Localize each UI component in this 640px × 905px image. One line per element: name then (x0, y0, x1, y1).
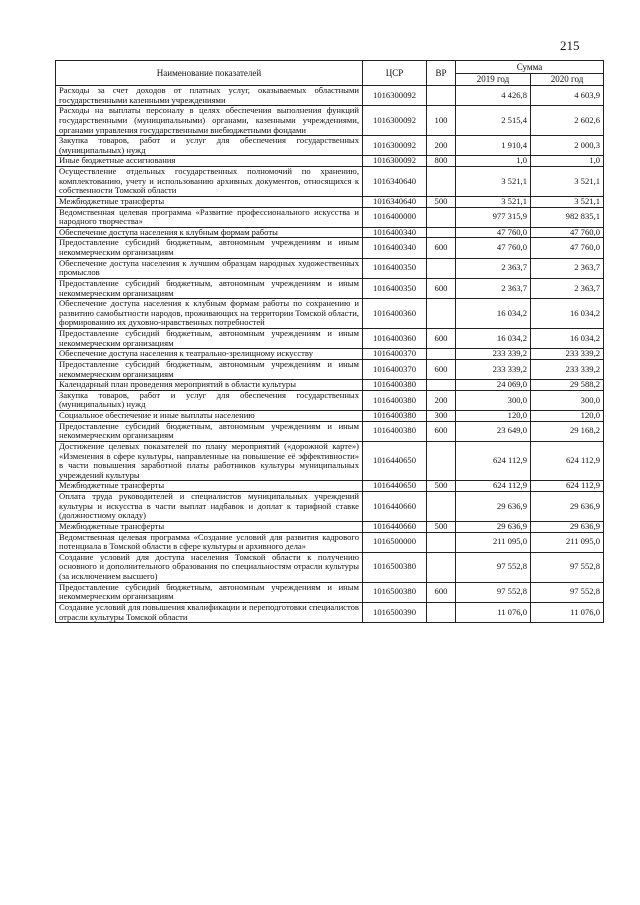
row-csr: 1016400360 (363, 299, 427, 329)
row-vr (427, 258, 456, 278)
table-body (56, 86, 604, 623)
page-number: 215 (560, 38, 580, 53)
row-csr: 1016400380 (363, 421, 427, 441)
row-sum-2020: 982 835,1 (531, 207, 604, 227)
table-row (56, 86, 604, 106)
table-row (56, 329, 604, 349)
row-sum-2020: 11 076,0 (531, 602, 604, 622)
row-vr (427, 532, 456, 552)
table-row (56, 521, 604, 532)
row-sum-2020: 2 000,3 (531, 136, 604, 156)
row-sum-2020: 2 363,7 (531, 278, 604, 298)
row-name: Предоставление субсидий бюджетным, автономным учреждениям и иным некоммерческим организациям (56, 329, 363, 349)
row-name: Закупка товаров, работ и услуг для обеспечения государственных (муниципальных) нужд (56, 136, 363, 156)
row-vr: 600 (427, 238, 456, 258)
row-name: Предоставление субсидий бюджетным, автономным учреждениям и иным некоммерческим организациям (56, 278, 363, 298)
table-row (56, 278, 604, 298)
row-vr: 100 (427, 106, 456, 136)
row-sum-2019: 3 521,1 (456, 167, 531, 197)
table-row (56, 481, 604, 492)
row-name: Календарный план проведения мероприятий в области культуры (56, 380, 363, 391)
row-vr (427, 207, 456, 227)
row-sum-2020: 47 760,0 (531, 238, 604, 258)
row-csr: 1016500380 (363, 582, 427, 602)
row-vr: 600 (427, 421, 456, 441)
row-vr (427, 441, 456, 481)
row-sum-2020: 3 521,1 (531, 196, 604, 207)
row-csr: 1016400380 (363, 411, 427, 422)
row-vr: 600 (427, 329, 456, 349)
row-csr: 1016400350 (363, 278, 427, 298)
row-sum-2019: 120,0 (456, 411, 531, 422)
row-vr (427, 299, 456, 329)
row-vr: 500 (427, 196, 456, 207)
table-row (56, 258, 604, 278)
row-name: Расходы на выплаты персоналу в целях обеспечения выполнения функций государственными (муниципальными) органами, казенными учреждениями, органами управления государственными внебюджетными фондами (56, 106, 363, 136)
row-name: Ведомственная целевая программа «Развитие профессионального искусства и народного творчества» (56, 207, 363, 227)
row-name: Осуществление отдельных государственных полномочий по хранению, комплектованию, учету и использованию архивных документов, относящихся к собственности Томской области (56, 167, 363, 197)
row-csr: 1016440650 (363, 481, 427, 492)
table-row (56, 106, 604, 136)
row-name: Создание условий для повышения квалификации и переподготовки специалистов отрасли культуры Томской области (56, 602, 363, 622)
row-vr: 200 (427, 390, 456, 410)
row-sum-2020: 4 603,9 (531, 86, 604, 106)
row-csr: 1016400370 (363, 359, 427, 379)
table-row (56, 299, 604, 329)
row-csr: 1016300092 (363, 156, 427, 167)
row-sum-2020: 2 602,6 (531, 106, 604, 136)
row-sum-2020: 29 168,2 (531, 421, 604, 441)
table-header (56, 61, 604, 86)
row-sum-2019: 1 910,4 (456, 136, 531, 156)
table-row (56, 441, 604, 481)
row-csr: 1016400350 (363, 258, 427, 278)
row-csr: 1016340640 (363, 196, 427, 207)
row-csr: 1016500000 (363, 532, 427, 552)
row-sum-2020: 624 112,9 (531, 481, 604, 492)
row-sum-2020: 233 339,2 (531, 359, 604, 379)
row-sum-2020: 233 339,2 (531, 349, 604, 360)
table-row (56, 196, 604, 207)
row-name: Обеспечение доступа населения к клубным формам работы (56, 227, 363, 238)
row-sum-2019: 624 112,9 (456, 441, 531, 481)
row-name: Обеспечение доступа населения к театрально-зрелищному искусству (56, 349, 363, 360)
row-sum-2019: 2 363,7 (456, 278, 531, 298)
row-name: Межбюджетные трансферты (56, 481, 363, 492)
row-sum-2019: 16 034,2 (456, 299, 531, 329)
row-vr: 800 (427, 156, 456, 167)
row-csr: 1016400370 (363, 349, 427, 360)
header-sum: Сумма (456, 61, 604, 74)
header-year-2019: 2019 год (456, 74, 531, 86)
row-csr: 1016400360 (363, 329, 427, 349)
header-vr: ВР (427, 61, 456, 86)
row-sum-2019: 233 339,2 (456, 349, 531, 360)
row-sum-2019: 211 095,0 (456, 532, 531, 552)
row-csr: 1016300092 (363, 136, 427, 156)
row-sum-2019: 11 076,0 (456, 602, 531, 622)
header-csr: ЦСР (363, 61, 427, 86)
row-sum-2020: 47 760,0 (531, 227, 604, 238)
row-sum-2019: 47 760,0 (456, 238, 531, 258)
row-csr: 1016500380 (363, 552, 427, 582)
row-csr: 1016400340 (363, 238, 427, 258)
row-csr: 1016300092 (363, 106, 427, 136)
row-vr: 600 (427, 359, 456, 379)
row-sum-2020: 16 034,2 (531, 329, 604, 349)
row-sum-2019: 97 552,8 (456, 552, 531, 582)
row-name: Предоставление субсидий бюджетным, автономным учреждениям и иным некоммерческим организациям (56, 582, 363, 602)
row-sum-2019: 977 315,9 (456, 207, 531, 227)
row-sum-2019: 29 636,9 (456, 492, 531, 522)
row-name: Расходы за счет доходов от платных услуг, оказываемых областными государственными казенными учреждениями (56, 86, 363, 106)
table-row (56, 421, 604, 441)
row-name: Обеспечение доступа населения к лучшим образцам народных художественных промыслов (56, 258, 363, 278)
table-row (56, 136, 604, 156)
row-sum-2020: 16 034,2 (531, 299, 604, 329)
row-csr: 1016400340 (363, 227, 427, 238)
row-vr (427, 380, 456, 391)
row-csr: 1016400380 (363, 380, 427, 391)
row-sum-2020: 29 636,9 (531, 521, 604, 532)
row-sum-2020: 97 552,8 (531, 552, 604, 582)
row-name: Предоставление субсидий бюджетным, автономным учреждениям и иным некоммерческим организациям (56, 359, 363, 379)
row-sum-2019: 23 649,0 (456, 421, 531, 441)
table-row (56, 207, 604, 227)
table-row (56, 390, 604, 410)
row-vr: 300 (427, 411, 456, 422)
table-row (56, 492, 604, 522)
table-row (56, 167, 604, 197)
row-name: Закупка товаров, работ и услуг для обеспечения государственных (муниципальных) нужд (56, 390, 363, 410)
table-row (56, 532, 604, 552)
row-vr (427, 492, 456, 522)
row-name: Достижение целевых показателей по плану мероприятий («дорожной карте») «Изменения в сфере культуры, направленные на повышение её эффективности» в части повышения заработной платы работников культуры муниципальных учреждений культуры (56, 441, 363, 481)
row-sum-2020: 29 588,2 (531, 380, 604, 391)
row-name: Создание условий для доступа населения Томской области к получению основного и дополнительного образования по специальностям отрасли культуры (за исключением высшего) (56, 552, 363, 582)
row-sum-2019: 97 552,8 (456, 582, 531, 602)
row-name: Обеспечение доступа населения к клубным формам работы по сохранению и развитию самобытности народов, проживающих на территории Томской области, формированию их духовно-нравственных потребностей (56, 299, 363, 329)
row-csr: 1016340640 (363, 167, 427, 197)
table-row (56, 552, 604, 582)
row-name: Иные бюджетные ассигнования (56, 156, 363, 167)
table-row (56, 602, 604, 622)
row-vr (427, 86, 456, 106)
row-sum-2020: 211 095,0 (531, 532, 604, 552)
budget-table (55, 60, 604, 623)
row-csr: 1016400380 (363, 390, 427, 410)
table-row (56, 411, 604, 422)
row-vr: 600 (427, 278, 456, 298)
header-name: Наименование показателей (56, 61, 363, 86)
row-sum-2019: 16 034,2 (456, 329, 531, 349)
table-row (56, 359, 604, 379)
row-sum-2019: 3 521,1 (456, 196, 531, 207)
row-csr: 1016440650 (363, 441, 427, 481)
row-vr: 200 (427, 136, 456, 156)
row-sum-2020: 29 636,9 (531, 492, 604, 522)
row-vr (427, 227, 456, 238)
row-csr: 1016440660 (363, 521, 427, 532)
row-sum-2019: 47 760,0 (456, 227, 531, 238)
row-sum-2019: 300,0 (456, 390, 531, 410)
row-sum-2019: 624 112,9 (456, 481, 531, 492)
row-sum-2020: 2 363,7 (531, 258, 604, 278)
row-sum-2019: 2 515,4 (456, 106, 531, 136)
row-sum-2019: 29 636,9 (456, 521, 531, 532)
row-name: Предоставление субсидий бюджетным, автономным учреждениям и иным некоммерческим организациям (56, 238, 363, 258)
table-row (56, 227, 604, 238)
row-name: Межбюджетные трансферты (56, 521, 363, 532)
row-sum-2019: 4 426,8 (456, 86, 531, 106)
row-sum-2019: 24 069,0 (456, 380, 531, 391)
row-vr (427, 167, 456, 197)
row-sum-2020: 300,0 (531, 390, 604, 410)
row-sum-2019: 1,0 (456, 156, 531, 167)
table-row (56, 156, 604, 167)
row-name: Предоставление субсидий бюджетным, автономным учреждениям и иным некоммерческим организациям (56, 421, 363, 441)
row-vr (427, 602, 456, 622)
row-name: Оплата труда руководителей и специалистов муниципальных учреждений культуры и искусства в части выплат надбавок и доплат к тарифной ставке (должностному окладу) (56, 492, 363, 522)
table-row (56, 349, 604, 360)
row-vr: 500 (427, 521, 456, 532)
row-sum-2020: 97 552,8 (531, 582, 604, 602)
row-sum-2020: 120,0 (531, 411, 604, 422)
row-vr: 600 (427, 582, 456, 602)
row-csr: 1016500390 (363, 602, 427, 622)
table-row (56, 238, 604, 258)
row-sum-2019: 233 339,2 (456, 359, 531, 379)
row-sum-2020: 624 112,9 (531, 441, 604, 481)
row-csr: 1016440660 (363, 492, 427, 522)
row-vr: 500 (427, 481, 456, 492)
row-csr: 1016300092 (363, 86, 427, 106)
row-sum-2020: 3 521,1 (531, 167, 604, 197)
header-year-2020: 2020 год (531, 74, 604, 86)
table-row (56, 380, 604, 391)
row-csr: 1016400000 (363, 207, 427, 227)
row-sum-2019: 2 363,7 (456, 258, 531, 278)
row-vr (427, 349, 456, 360)
row-sum-2020: 1,0 (531, 156, 604, 167)
row-name: Социальное обеспечение и иные выплаты населению (56, 411, 363, 422)
row-name: Межбюджетные трансферты (56, 196, 363, 207)
row-vr (427, 552, 456, 582)
row-name: Ведомственная целевая программа «Создание условий для развития кадрового потенциала в Томской области в сфере культуры и архивного дела» (56, 532, 363, 552)
table-row (56, 582, 604, 602)
